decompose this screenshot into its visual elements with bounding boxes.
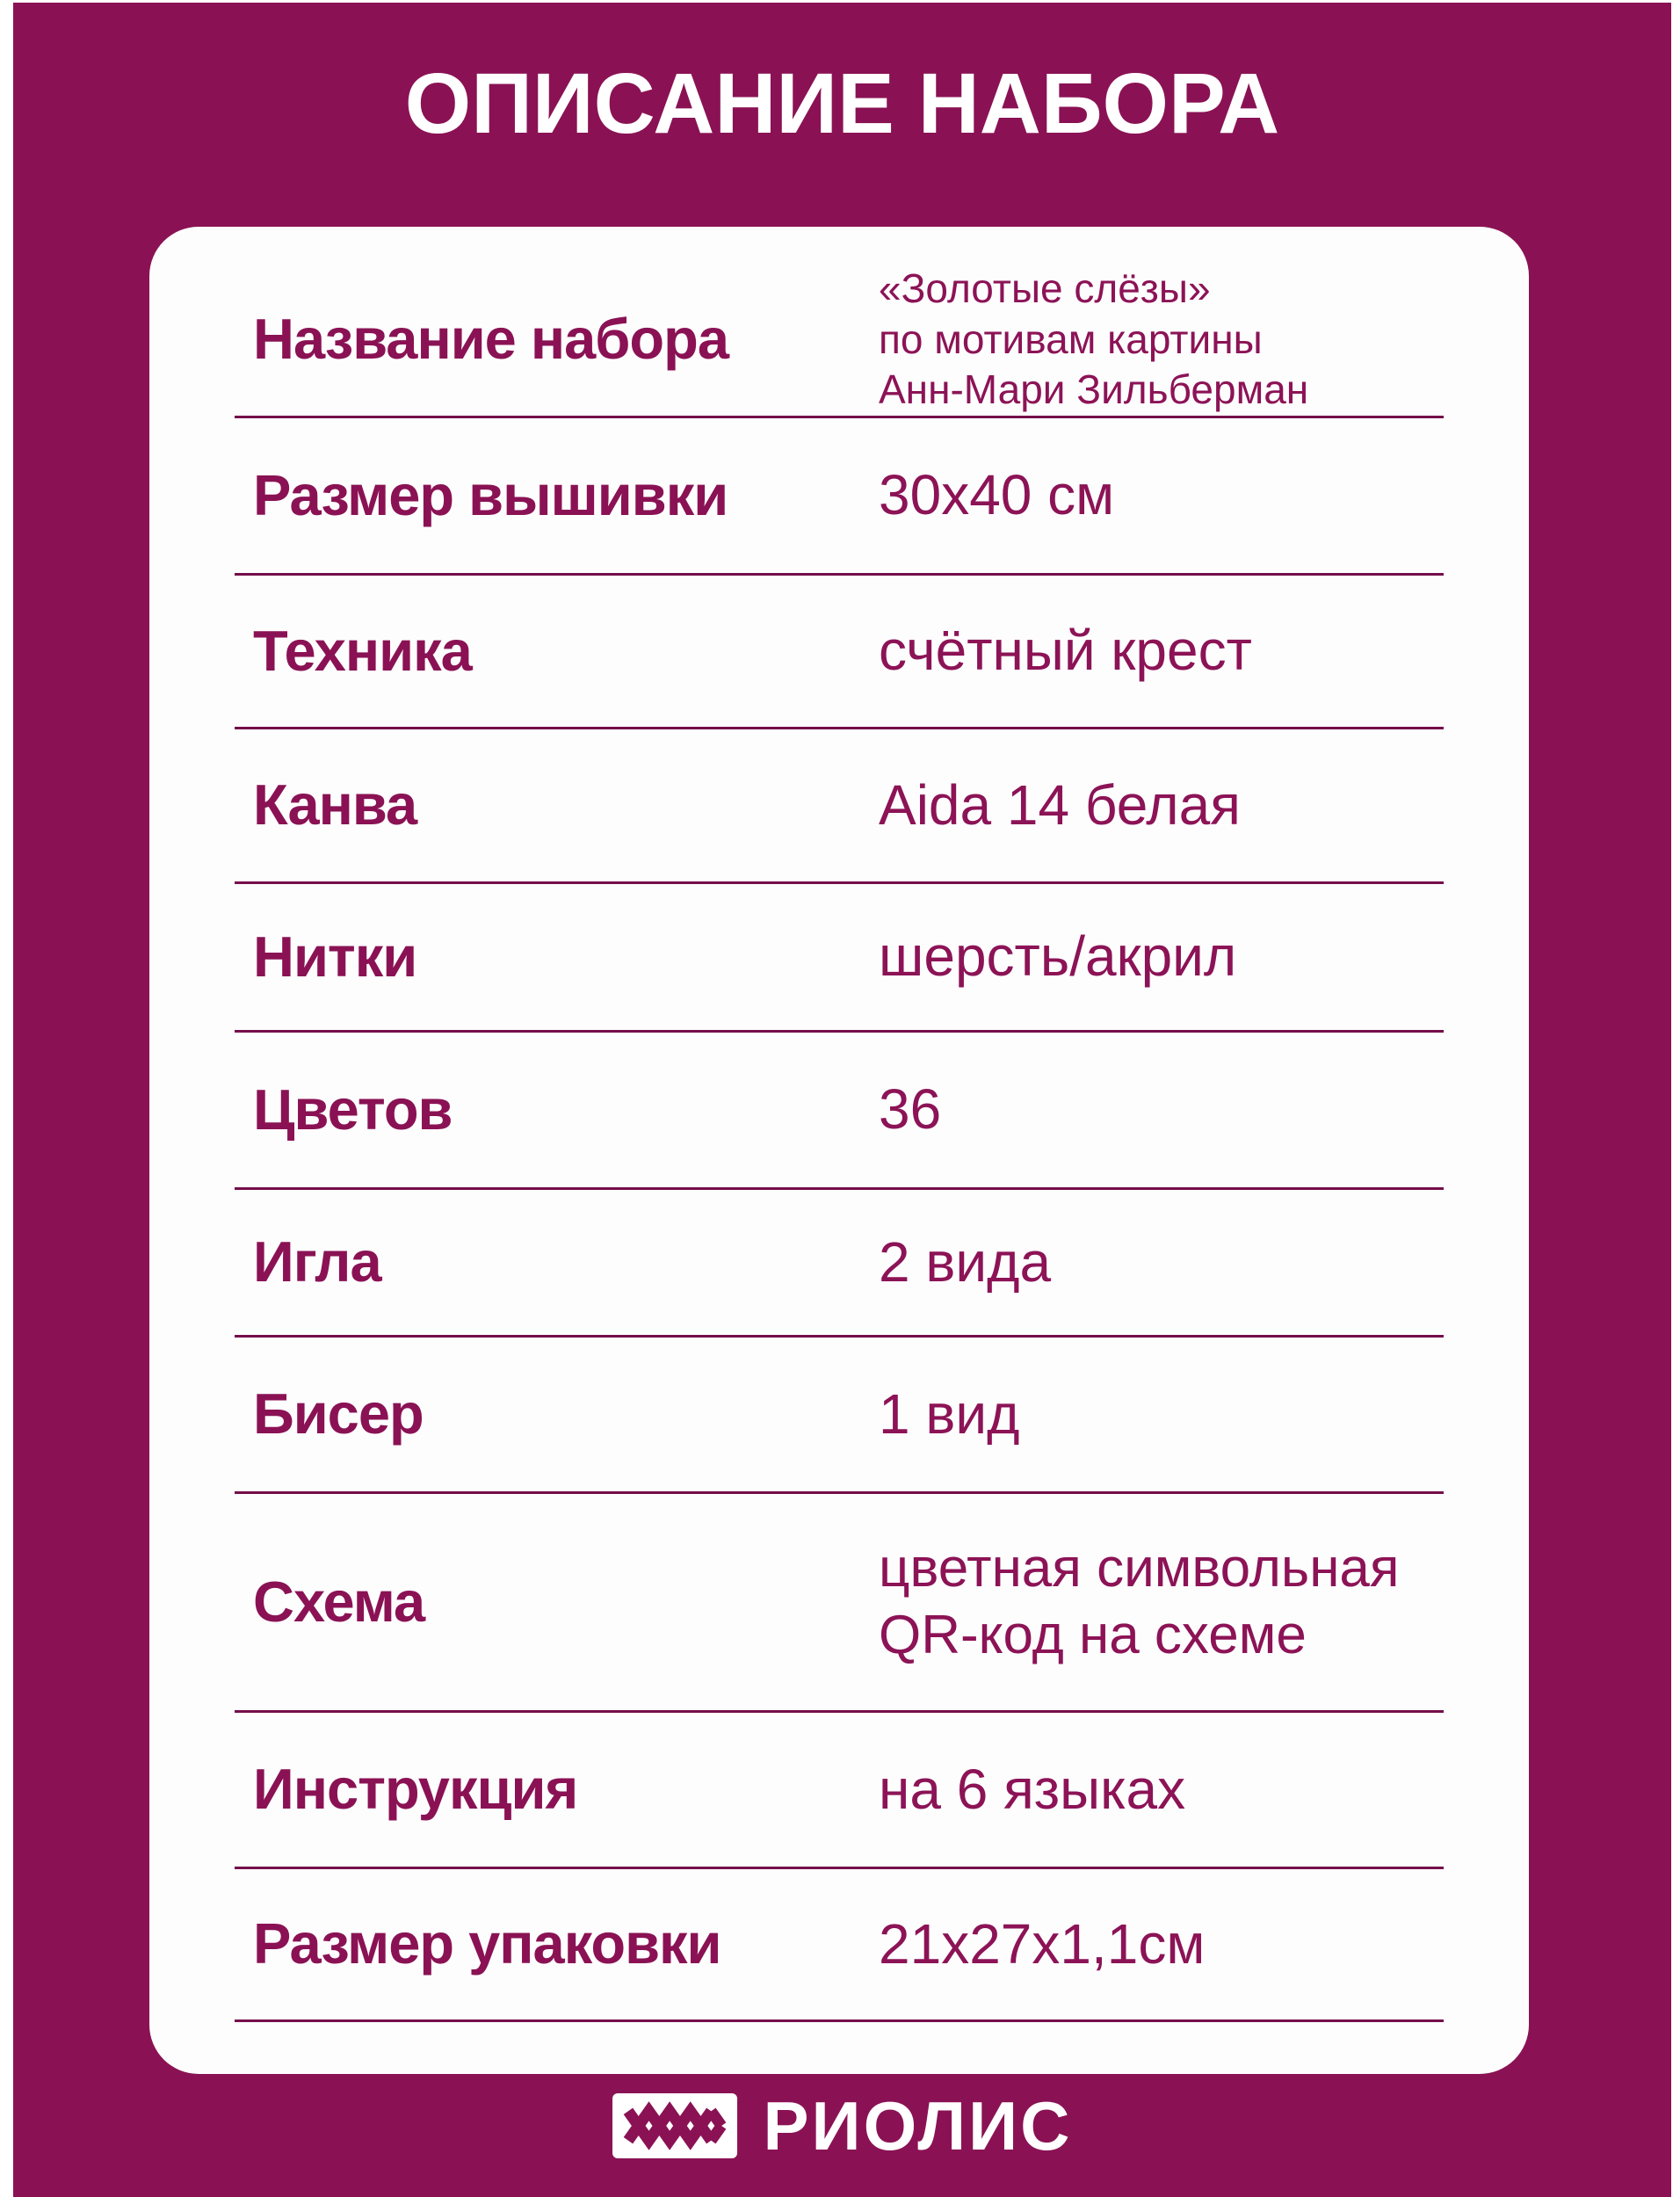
table-row [235, 1869, 1444, 2022]
row-value-line: цветная символьная [879, 1538, 1400, 1599]
row-value-line: Aida 14 белая [879, 772, 1241, 837]
table-row [235, 884, 1444, 1033]
row-label: Канва [253, 772, 417, 837]
row-value-line: «Золотые слёзы» [879, 265, 1211, 311]
row-value-line: 2 вида [879, 1229, 1052, 1294]
row-value-line: QR-код на схеме [879, 1605, 1307, 1665]
row-label: Инструкция [253, 1757, 578, 1822]
row-value-line: Анн-Мари Зильберман [879, 366, 1309, 413]
table-row [235, 1033, 1444, 1190]
cross-stitch-zigzag-icon [612, 2093, 737, 2158]
row-value [879, 618, 1444, 685]
page-title: ОПИСАНИЕ НАБОРА [404, 55, 1280, 151]
row-label: Размер вышивки [253, 462, 728, 527]
row-label: Бисер [253, 1381, 424, 1447]
table-row [235, 1190, 1444, 1338]
row-value-line: 36 [879, 1077, 942, 1142]
brand-logo [612, 2087, 1073, 2164]
table-row [235, 418, 1444, 576]
row-label: Техника [253, 618, 472, 683]
row-value [879, 772, 1444, 839]
row-value-line: счётный крест [879, 619, 1252, 683]
row-value [879, 1077, 1444, 1143]
table-row [235, 576, 1444, 729]
row-value [879, 264, 1444, 417]
brand-name: РИОЛИС [763, 2087, 1073, 2164]
row-value [879, 462, 1444, 529]
table-row [235, 1713, 1444, 1869]
row-value-line: 21х27х1,1см [879, 1911, 1206, 1976]
row-label: Цветов [253, 1077, 453, 1142]
row-value [879, 924, 1444, 990]
row-value-line: 1 вид [879, 1381, 1020, 1446]
row-value [879, 1535, 1444, 1668]
row-label: Название набора [253, 307, 728, 372]
row-value [879, 1911, 1444, 1978]
row-label: Схема [253, 1569, 425, 1634]
row-value-line: на 6 языках [879, 1757, 1186, 1821]
row-value-line: по мотивам картины [879, 315, 1263, 362]
row-label: Размер упаковки [253, 1911, 721, 1976]
magenta-panel [13, 3, 1671, 2197]
table-row [235, 729, 1444, 884]
row-value [879, 1229, 1444, 1296]
row-value [879, 1757, 1444, 1824]
row-value-line: шерсть/акрил [879, 924, 1237, 989]
spec-card [149, 227, 1529, 2074]
row-value [879, 1381, 1444, 1448]
row-label: Нитки [253, 924, 417, 989]
row-label: Игла [253, 1229, 381, 1294]
table-row [235, 1338, 1444, 1494]
row-value-line: 30х40 см [879, 463, 1115, 527]
table-row [235, 227, 1444, 418]
spec-table [235, 227, 1444, 2022]
table-row [235, 1494, 1444, 1713]
